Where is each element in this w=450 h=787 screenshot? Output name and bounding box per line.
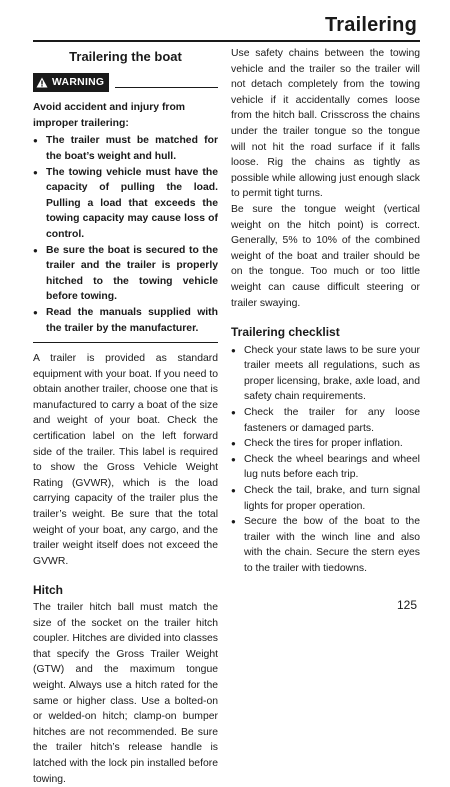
warning-intro: Avoid accident and injury from improper trailering: <box>33 102 186 129</box>
warning-list <box>33 133 218 336</box>
checklist-heading: Trailering checklist <box>231 325 340 340</box>
warning-triangle-icon <box>36 77 48 88</box>
body-paragraph: A trailer is provided as standard equipment with your boat. If you need to obtain another trailer, choose one that is manufactured to carry a boat of the size and weight of your boat. Check the certification label on the left forward side of the trailer. This label is required to show the Gross Vehicle Weight Rating (GVWR), which is the load carrying capacity of the trailer plus the trailer’s weight. Be sure that the total weight of your boat, any cargo, and the trailer weight itself does not exceed the GVWR. <box>33 353 218 567</box>
safety-chain-paragraph: Use safety chains between the towing vehicle and the trailer so the trailer will not detach completely from the towing vehicle if it accidentally comes loose from the hitch ball. Crisscross the chains under the trailer tongue so the tongue will not hit the road surface if it falls loose. Rig the chains as tightly as possible while allowing just enough slack to permit tight turns. <box>231 48 420 200</box>
hitch-heading: Hitch <box>33 583 63 598</box>
checklist <box>231 343 420 577</box>
checklist-item: ● Check the wheel bearings and wheel lug nuts before each trip. <box>231 452 420 483</box>
warning-item: ● Read the manuals supplied with the trailer by the manufacturer. <box>33 305 218 336</box>
warning-label: WARNING <box>52 76 105 88</box>
warning-item: ● The towing vehicle must have the capacity of pulling the load. Pulling a load that exceeds the towing capacity may cause loss of control. <box>33 165 218 243</box>
right-column <box>231 46 420 577</box>
page-header-title: Trailering <box>324 14 417 36</box>
section-title: Trailering the boat <box>69 49 182 64</box>
warning-rule <box>115 87 218 88</box>
checklist-item: ● Check the tail, brake, and turn signal lights for proper operation. <box>231 483 420 514</box>
warning-item: ● The trailer must be matched for the boat’s weight and hull. <box>33 133 218 164</box>
warning-item: ● Be sure the boat is secured to the trailer and the trailer is properly hitched to the towing vehicle before towing. <box>33 243 218 305</box>
tongue-weight-paragraph: Be sure the tongue weight (vertical weight on the hitch point) is correct. Generally, 5% to 10% of the combined weight of the boat and trailer should be on the tongue. Too much or too little weight can cause difficult steering or trailer swaying. <box>231 203 420 309</box>
left-column <box>33 46 218 787</box>
page-number: 125 <box>396 598 417 612</box>
warning-header <box>33 73 218 93</box>
header-rule <box>33 40 420 42</box>
checklist-item: ● Secure the bow of the boat to the trailer with the winch line and also with the chain. Secure the stern eyes to the trailer with tiedowns. <box>231 514 420 576</box>
hitch-paragraph: The trailer hitch ball must match the size of the socket on the trailer hitch coupler. Hitches are divided into classes that specify the Gross Trailer Weight (GTW) and the maximum tongue weight. Always use a hitch rated for the same or higher class. Use a bolted-on or welded-on hitch; clamp-on bumper hitches are not recommended. Be sure the trailer hitch’s release handle is latched with the lock pin installed before towing. <box>33 602 218 785</box>
checklist-item: ● Check your state laws to be sure your trailer meets all regulations, such as proper licensing, brake, axle load, and safety chain requirements. <box>231 343 420 405</box>
checklist-item: ● Check the tires for proper inflation. <box>231 436 420 452</box>
checklist-item: ● Check the trailer for any loose fasteners or damaged parts. <box>231 405 420 436</box>
warning-end-rule <box>33 342 218 343</box>
warning-badge <box>33 73 109 93</box>
